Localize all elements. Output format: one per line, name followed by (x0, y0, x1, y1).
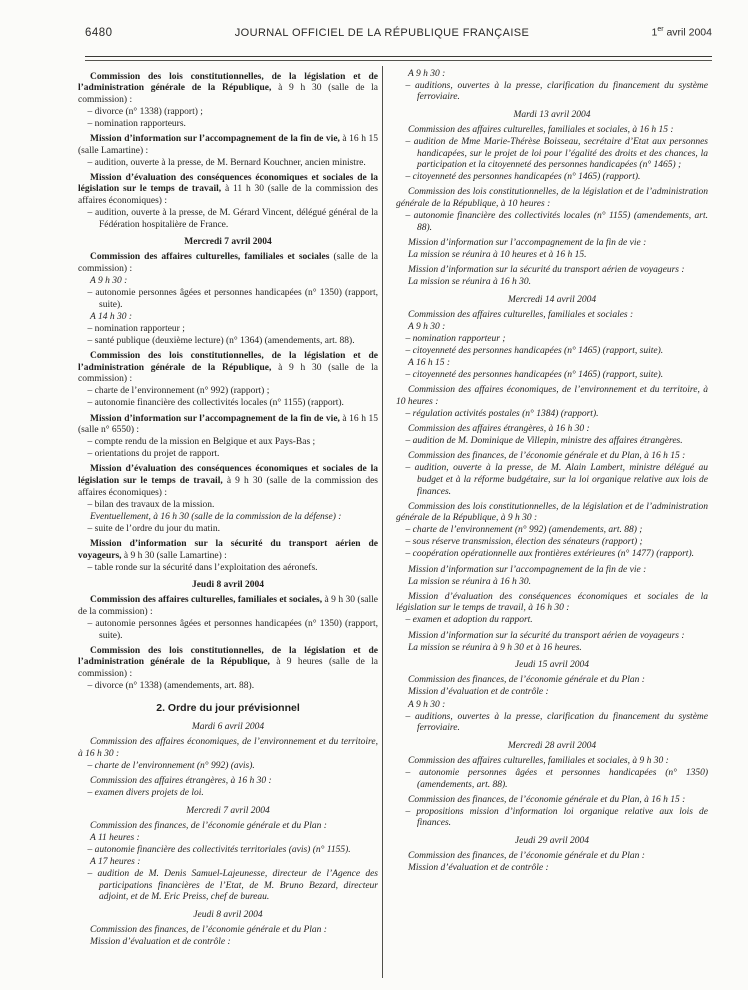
time-line: A 11 heures : (90, 832, 140, 843)
entry-heading: Commission des affaires culturelles, familiales et sociales : (408, 309, 634, 320)
note-line: Mission d’évaluation et de contrôle : (90, 937, 231, 948)
list-item: – examen et adoption du rapport. (405, 615, 533, 626)
list-item: – bilan des travaux de la mission. (87, 499, 215, 510)
entry-heading-bold: Commission des affaires culturelles, familiales et sociales, (90, 595, 323, 606)
date-heading: Mercredi 28 avril 2004 (507, 740, 597, 751)
entry-heading: Mission d’information sur la sécurité du transport aérien de voyageurs : (408, 630, 685, 641)
page-header (85, 26, 712, 39)
time-line: A 9 h 30 : (408, 699, 446, 710)
date-heading: Jeudi 8 avril 2004 (193, 910, 263, 920)
left-column (78, 68, 378, 949)
note-line: La mission se réunira à 16 h 30. (408, 576, 531, 587)
page-content (78, 68, 708, 949)
entry-heading: Commission des lois constitutionnelles, de la législation et de l’administration générale de la République, à 10 heures : (396, 187, 708, 209)
date-heading: Mercredi 7 avril 2004 (184, 237, 272, 248)
entry-heading: Commission des finances, de l’économie générale et du Plan : (408, 675, 645, 686)
list-item: – audition de Mme Marie-Thérèse Boisseau, secrétaire d’Etat aux personnes handicapées, sur le projet de loi pour l’égalité des droits et des chances, la participation et la citoyenneté des personnes handicapées (n° 1465) ; (405, 136, 708, 171)
list-item: – régulation activités postales (n° 1384) (rapport). (405, 408, 599, 419)
list-item: – nomination rapporteur ; (405, 333, 506, 344)
list-item: – audition, ouverte à la presse, de M. Bernard Kouchner, ancien ministre. (87, 157, 366, 168)
date-heading: Jeudi 29 avril 2004 (514, 835, 590, 846)
list-item: – autonomie financière des collectivités locales (n° 1155) (rapport). (87, 398, 344, 409)
time-line: A 16 h 15 : (408, 358, 451, 369)
entry-heading: Mission d’information sur l’accompagnement de la fin de vie : (408, 564, 647, 575)
time-line: A 9 h 30 : (408, 68, 446, 79)
list-item: – examen divers projets de loi. (87, 788, 204, 799)
list-item: – autonomie financière des collectivités locales (n° 1155) (amendements, art. 88). (405, 211, 708, 233)
list-item: – citoyenneté des personnes handicapées (n° 1465) (rapport, suite). (405, 370, 664, 381)
list-item: – sous réserve transmission, élection des sénateurs (rapport) ; (405, 537, 643, 548)
time-line: A 17 heures : (90, 857, 141, 868)
date-heading: Mardi 13 avril 2004 (513, 109, 591, 120)
entry-heading: Mission d’information sur l’accompagnement de la fin de vie, à 16 h 15 (salle n° 6550) : (78, 413, 378, 436)
date-heading: Mardi 6 avril 2004 (191, 722, 265, 733)
entry-heading-bold: Mission d’évaluation des conséquences économiques et sociales de la législation sur le temps de travail, (78, 464, 378, 486)
list-item: – table ronde sur la sécurité dans l’exploitation des aéronefs. (87, 562, 318, 573)
time-line: A 9 h 30 : (408, 321, 446, 332)
list-item: – citoyenneté des personnes handicapées (n° 1465) (rapport). (405, 172, 641, 183)
issue-date-day: 1 (651, 26, 658, 39)
entry-heading: Mission d’évaluation des conséquences économiques et sociales de la législation sur le temps de travail, à 9 h 30 (salle de la commission des affaires économiques) : (78, 464, 378, 498)
entry-heading: Mission d’évaluation des conséquences économiques et sociales de la législation sur le temps de travail, à 11 h 30 (salle de la commission des affaires économiques) : (78, 172, 379, 206)
list-item: – orientations du projet de rapport. (87, 449, 220, 460)
list-item: – auditions, ouvertes à la presse, clarification du financement du système ferroviaire. (405, 80, 708, 103)
note-line: La mission se réunira à 9 h 30 et à 16 heures. (408, 642, 582, 653)
entry-heading-bold: Mission d’évaluation des conséquences économiques et sociales de la législation sur le temps de travail, (78, 172, 378, 195)
note-line: Mission d’évaluation et de contrôle : (408, 687, 549, 698)
issue-date-ordinal: er (657, 26, 664, 33)
entry-heading: Commission des finances, de l’économie générale et du Plan, à 16 h 15 : (408, 794, 686, 805)
time-line: Eventuellement, à 16 h 30 (salle de la commission de la défense) : (90, 511, 342, 522)
list-item: – charte de l’environnement (n° 992) (avis). (87, 760, 255, 771)
entry-heading: Commission des affaires étrangères, à 16 h 30 : (408, 424, 590, 435)
entry-heading: Commission des finances, de l’économie générale et du Plan : (408, 851, 645, 862)
issue-date (651, 26, 712, 39)
list-item: – divorce (n° 1338) (rapport) ; (87, 106, 203, 117)
entry-heading: Commission des lois constitutionnelles, de la législation et de l’administration générale de la République, à 9 h 30 (salle de la commission) : (78, 71, 378, 105)
entry-heading: Commission des lois constitutionnelles, de la législation et de l’administration générale de la République, à 9 heures (salle de la commission) : (78, 645, 379, 679)
entry-heading: Mission d’évaluation des conséquences économiques et sociales de la législation sur le temps de travail, à 16 h 30 : (396, 591, 708, 614)
list-item: – charte de l’environnement (n° 992) (amendements, art. 88) ; (405, 525, 643, 536)
page-number: 6480 (85, 26, 113, 39)
entry-heading: Commission des lois constitutionnelles, de la législation et de l’administration générale de la République, à 9 h 30 (salle de la commission) : (78, 351, 378, 385)
list-item: – citoyenneté des personnes handicapées (n° 1465) (rapport, suite). (405, 345, 664, 356)
entry-heading-bold: Mission d’information sur l’accompagnement de la fin de vie, (90, 413, 340, 424)
entry-heading: Commission des finances, de l’économie générale et du Plan : (90, 925, 327, 936)
list-item: – audition, ouverte à la presse, de M. Gérard Vincent, délégué général de la Fédération hospitalière de France. (87, 208, 378, 230)
list-item: – nomination rapporteurs. (87, 118, 186, 129)
list-item: – audition, ouverte à la presse, de M. Alain Lambert, ministre délégué au budget et à la réforme budgétaire, sur la loi organique relative aux lois de finances. (405, 463, 708, 497)
entry-heading: Commission des affaires culturelles, familiales et sociales, à 16 h 15 : (408, 124, 674, 135)
list-item: – auditions, ouvertes à la presse, clarification du financement du système ferroviaire. (405, 711, 708, 734)
list-item: – divorce (n° 1338) (amendements, art. 88). (87, 681, 255, 691)
list-item: – autonomie personnes âgées et personnes handicapées (n° 1350) (rapport, suite). (87, 288, 378, 310)
note-line: La mission se réunira à 16 h 30. (408, 277, 531, 287)
entry-heading: Commission des affaires étrangères, à 16 h 30 : (90, 776, 272, 787)
entry-heading: Commission des lois constitutionnelles, de la législation et de l’administration générale de la République, à 9 h 30 : (396, 501, 708, 524)
time-line: A 9 h 30 : (90, 276, 128, 286)
entry-heading: Commission des finances, de l’économie générale et du Plan : (90, 820, 327, 831)
note-line: Mission d’évaluation et de contrôle : (408, 863, 549, 874)
entry-heading-bold: Mission d’information sur l’accompagnement de la fin de vie, (90, 133, 340, 144)
date-heading: Jeudi 8 avril 2004 (191, 580, 265, 591)
entry-heading-bold: Mission d’information sur la sécurité du transport aérien de voyageurs, (78, 538, 378, 561)
list-item: – autonomie financière des collectivités territoriales (avis) (n° 1155). (87, 845, 351, 856)
list-item: – propositions mission d’information loi organique relative aux lois de finances. (405, 806, 708, 829)
section-heading: 2. Ordre du jour prévisionnel (156, 701, 300, 714)
list-item: – suite de l’ordre du jour du matin. (87, 523, 220, 534)
note-line: La mission se réunira à 10 heures et à 16 h 15. (408, 249, 587, 260)
entry-heading-bold: Commission des affaires culturelles, familiales et sociales (90, 252, 330, 263)
entry-heading-bold: Commission des lois constitutionnelles, de la législation et de l’administration générale de la République, (78, 645, 378, 668)
entry-heading: Commission des affaires économiques, de l’environnement et du territoire, à 10 heures : (396, 385, 708, 407)
list-item: – compte rendu de la mission en Belgique et aux Pays-Bas ; (87, 437, 316, 448)
time-line: A 14 h 30 : (90, 311, 133, 322)
list-item: – audition de M. Denis Samuel-Lajeunesse, directeur de l’Agence des participations financières de l’Etat, de M. Bruno Bezard, directeur adjoint, et de M. Eric Preiss, chef de bureau. (87, 869, 378, 903)
journal-title: JOURNAL OFFICIEL DE LA RÉPUBLIQUE FRANÇAISE (234, 26, 530, 39)
right-column (396, 68, 708, 949)
list-item: – autonomie personnes âgées et personnes handicapées (n° 1350) (amendements, art. 88). (405, 767, 708, 790)
entry-heading: Mission d’information sur la sécurité du transport aérien de voyageurs : (408, 264, 685, 275)
entry-heading: Mission d’information sur la sécurité du transport aérien de voyageurs, à 9 h 30 (salle Lamartine) : (78, 538, 378, 561)
header-rule (85, 56, 712, 61)
date-heading: Jeudi 15 avril 2004 (514, 660, 590, 671)
date-heading: Mercredi 7 avril 2004 (186, 805, 270, 816)
list-item: – nomination rapporteur ; (87, 323, 185, 334)
list-item: – santé publique (deuxième lecture) (n° 1364) (amendements, art. 88). (87, 335, 355, 346)
entry-heading: Mission d’information sur l’accompagnement de la fin de vie, à 16 h 15 (salle Lamartine) : (78, 133, 378, 156)
entry-heading: Commission des affaires culturelles, familiales et sociales, à 9 h 30 (salle de la commission) : (78, 595, 378, 617)
entry-heading-bold: Commission des lois constitutionnelles, de la législation et de l’administration générale de la République, (78, 351, 378, 373)
entry-heading: Commission des affaires économiques, de l’environnement et du territoire, à 16 h 30 : (78, 737, 378, 759)
list-item: – audition de M. Dominique de Villepin, ministre des affaires étrangères. (405, 436, 683, 447)
list-item: – charte de l’environnement (n° 992) (rapport) ; (87, 386, 270, 397)
list-item: – autonomie personnes âgées et personnes handicapées (n° 1350) (rapport, suite). (87, 619, 378, 641)
entry-heading: Commission des affaires culturelles, familiales et sociales, à 9 h 30 : (408, 755, 669, 766)
issue-date-rest: avril 2004 (663, 26, 712, 39)
entry-heading: Commission des affaires culturelles, familiales et sociales (salle de la commission) : (78, 252, 378, 274)
column-divider (382, 66, 383, 978)
date-heading: Mercredi 14 avril 2004 (507, 294, 597, 305)
list-item: – coopération opérationnelle aux frontières extérieures (n° 1477) (rapport). (405, 549, 694, 560)
entry-heading: Mission d’information sur l’accompagnement de la fin de vie : (408, 237, 647, 248)
entry-heading-bold: Commission des lois constitutionnelles, de la législation et de l’administration générale de la République, (78, 71, 378, 94)
entry-heading: Commission des finances, de l’économie générale et du Plan, à 16 h 15 : (408, 451, 686, 462)
